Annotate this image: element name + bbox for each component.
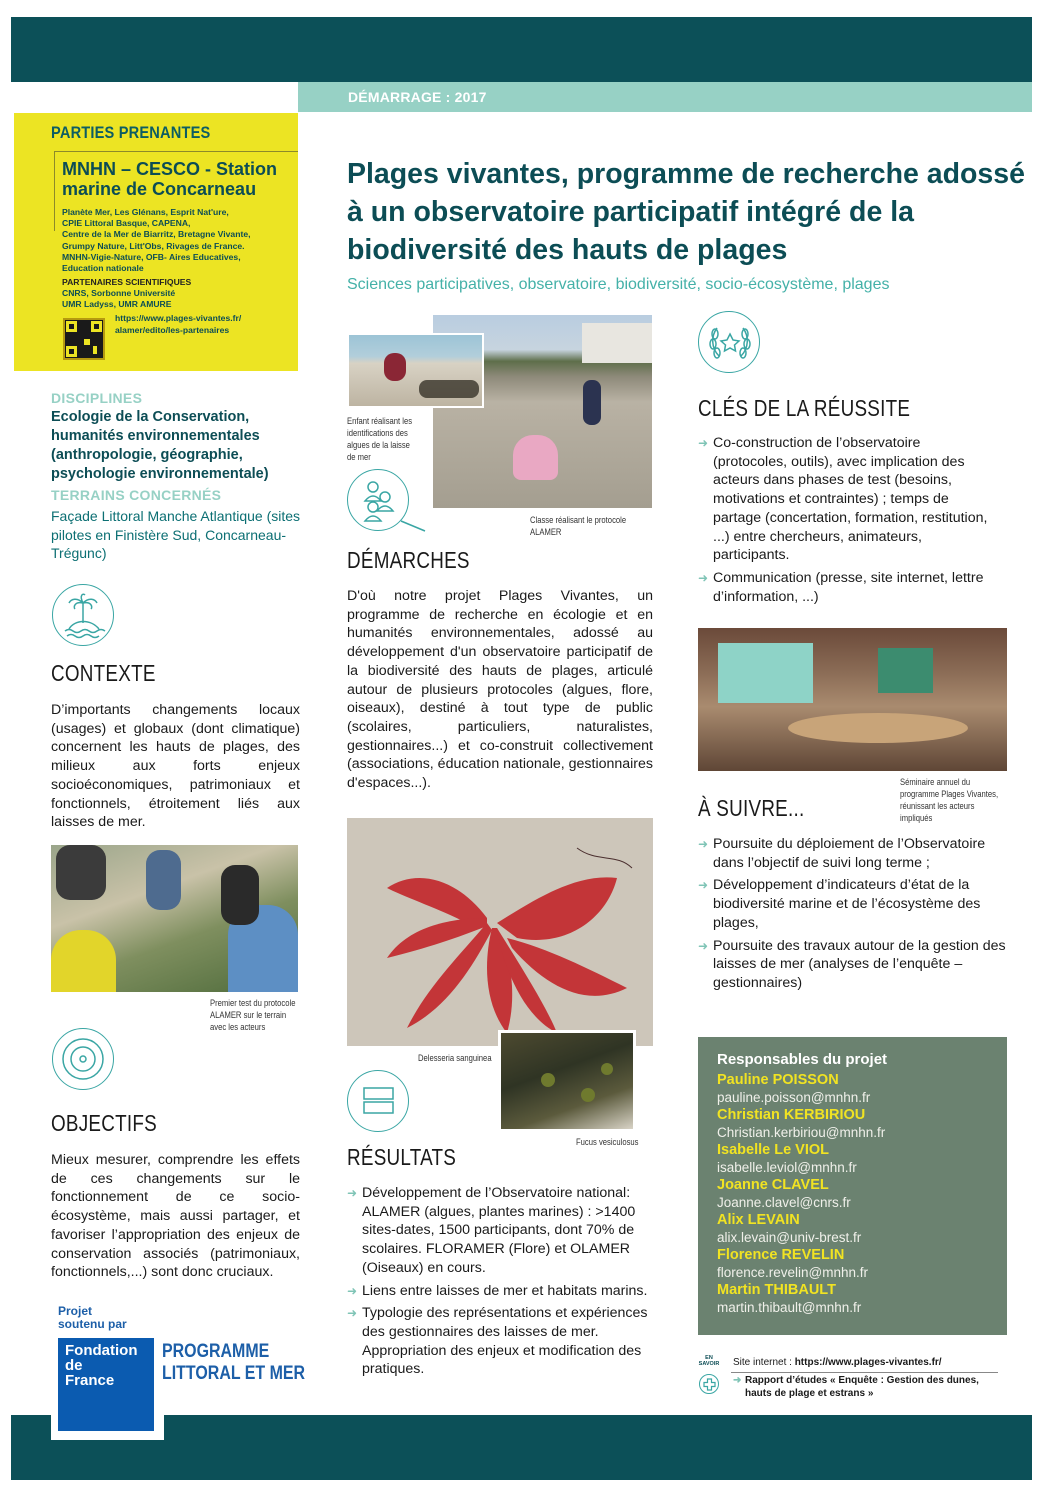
program-line: LITTORAL ET MER <box>162 1363 306 1384</box>
laurel-star-icon <box>698 311 760 373</box>
website-label: Site internet : <box>733 1357 795 1368</box>
cles-list <box>698 434 988 610</box>
seminar-caption: Séminaire annuel du programme Plages Vivantes, réunissant les acteurs impliqués <box>900 777 999 823</box>
contact-email[interactable]: alix.levain@univ-brest.fr <box>717 1230 862 1245</box>
contact-name: Pauline POISSON <box>717 1072 839 1088</box>
arrow-icon: ➜ <box>733 1375 742 1386</box>
arrow-icon: ➜ <box>347 1186 358 1200</box>
resultats-list <box>347 1184 659 1383</box>
stakeholders-heading: PARTIES PRENANTES <box>51 123 211 142</box>
website-link[interactable]: https://www.plages-vivantes.fr/ <box>794 1357 942 1368</box>
list-item <box>347 1184 659 1278</box>
sponsor-heading <box>58 1305 127 1331</box>
suivre-list <box>698 835 1010 997</box>
contact-item <box>717 1142 988 1176</box>
scientific-partner-line: CNRS, Sorbonne Université <box>62 288 176 298</box>
lead-organization: MNHN – CESCO - Station marine de Concarneau <box>62 159 278 199</box>
contexte-text: D’importants changements locaux (usages) et globaux (dont climatique) concernent les hauts de plages, des milieux aux forts enjeux socioéconomiques, patrimoniaux et fonctionnels, étroitement liés aux laisses de mer. <box>51 702 300 831</box>
partners-link[interactable] <box>115 313 241 336</box>
cles-title: CLÉS DE LA RÉUSSITE <box>698 395 911 421</box>
link-line[interactable]: https://www.plages-vivantes.fr/ <box>115 313 242 323</box>
seminar-photo <box>698 628 1007 771</box>
scientific-partners-list <box>62 288 298 310</box>
arrow-icon: ➜ <box>698 436 709 450</box>
list-item <box>698 434 988 565</box>
contact-email[interactable]: isabelle.leviol@mnhn.fr <box>717 1160 857 1175</box>
list-item <box>347 1282 659 1301</box>
start-date-band <box>298 82 1032 112</box>
keywords: Sciences participatives, observatoire, biodiversité, socio-écosystème, plages <box>347 276 890 293</box>
contact-item <box>717 1282 988 1316</box>
disciplines-text: Ecologie de la Conservation, humanités environnementales (anthropologie, géographie, psychologie environnementale) <box>51 409 269 482</box>
stacked-boxes-icon <box>347 1070 409 1132</box>
page-title: Plages vivantes, programme de recherche adossé à un observatoire participatif intégré de la biodiversité des hauts de plages <box>347 158 1025 266</box>
partner-line: Planète Mer, Les Glénans, Esprit Nat'ure, <box>62 207 229 217</box>
target-icon <box>52 1028 114 1090</box>
top-banner <box>11 17 1032 82</box>
divider <box>54 151 55 231</box>
scientific-partner-line: UMR Ladyss, UMR AMURE <box>62 299 172 309</box>
class-caption: Classe réalisant le protocole ALAMER <box>530 515 627 537</box>
delesseria-caption: Delesseria sanguinea <box>418 1053 492 1063</box>
learn-more-line: EN <box>705 1355 713 1361</box>
contact-item <box>717 1177 988 1211</box>
contact-email[interactable]: Joanne.clavel@cnrs.fr <box>717 1195 851 1210</box>
plus-icon <box>699 1374 719 1394</box>
divider <box>731 1372 998 1373</box>
partner-line: Education nationale <box>62 263 144 274</box>
arrow-icon: ➜ <box>698 570 709 585</box>
sponsor-heading-line: Projet <box>58 1304 93 1318</box>
logo-line: de <box>65 1357 83 1374</box>
fondation-de-france-logo <box>58 1338 154 1431</box>
bottom-banner <box>11 1415 1032 1480</box>
learn-more-line: SAVOIR <box>698 1361 720 1367</box>
responsables-box <box>698 1037 1007 1335</box>
arrow-icon: ➜ <box>347 1306 358 1321</box>
contact-name: Florence REVELIN <box>717 1247 845 1263</box>
report-link[interactable] <box>733 1375 993 1400</box>
contact-name: Christian KERBIRIOU <box>717 1107 866 1123</box>
contact-email[interactable]: pauline.poisson@mnhn.fr <box>717 1090 871 1105</box>
list-item-text: Développement d’indicateurs d’état de la biodiversité marine et de l’écosystème des plages, <box>713 877 981 931</box>
list-item-text: Liens entre laisses de mer et habitats marins. <box>362 1282 648 1299</box>
people-search-icon <box>347 469 409 531</box>
fucus-caption: Fucus vesiculosus <box>576 1137 639 1147</box>
contexte-title: CONTEXTE <box>51 660 156 686</box>
delesseria-photo <box>347 818 653 1046</box>
list-item-text: Co-construction de l’observatoire (protocoles, outils), avec implication des acteurs dans phases de test (besoins, motivations et contraintes) ; temps de partage (concertation, formation, restitution, ...) entre chercheurs, animateurs, participants. <box>713 435 988 564</box>
partner-line: Centre de la Mer de Biarritz, Bretagne Vivante, <box>62 229 251 240</box>
fucus-photo <box>498 1030 636 1132</box>
scientific-partners-heading: PARTENAIRES SCIENTIFIQUES <box>62 277 192 287</box>
divider <box>54 151 298 152</box>
contact-item <box>717 1247 988 1281</box>
list-item <box>698 937 1010 993</box>
child-caption: Enfant réalisant les identifications des algues de la laisse de mer <box>347 416 413 462</box>
list-item-text: Typologie des représentations et expériences des gestionnaires des laisses de mer. Appropriation des enjeux et modification des pratiques. <box>362 1305 648 1378</box>
contact-name: Alix LEVAIN <box>717 1212 800 1228</box>
contact-item <box>717 1212 988 1246</box>
arrow-icon: ➜ <box>347 1283 358 1298</box>
list-item <box>347 1304 659 1379</box>
contact-email[interactable]: Christian.kerbiriou@mnhn.fr <box>717 1125 886 1140</box>
program-name <box>162 1341 305 1385</box>
objectifs-title: OBJECTIFS <box>51 1110 157 1136</box>
contact-item <box>717 1072 988 1106</box>
link-line[interactable]: alamer/edito/les-partenaires <box>115 324 230 335</box>
list-item <box>698 569 988 606</box>
list-item-text: Poursuite du déploiement de l’Observatoire dans l’objectif de suivi long terme ; <box>713 836 986 871</box>
terrains-heading: TERRAINS CONCERNÉS <box>51 487 222 503</box>
report-text[interactable]: Rapport d’études « Enquête : Gestion des dunes, hauts de plage et estrans » <box>745 1375 979 1399</box>
logo-line: Fondation <box>65 1342 138 1359</box>
resultats-title: RÉSULTATS <box>347 1144 457 1170</box>
suivre-title: À SUIVRE... <box>698 795 805 821</box>
demarches-text: D'où notre projet Plages Vivantes, un programme de recherche en écologie et en humanités environnementales, adossé au développement d'un observatoire participatif de la biodiversité des hauts de plages, articulé autour de plusieurs protocoles (algues, flore, oiseaux), destiné à tout type de public (scolaires, particuliers, naturalistes, gestionnaires...) et co-construit collectivement (associations, éducation nationale, gestionnaires d'espaces...). <box>347 588 654 792</box>
disciplines-heading: DISCIPLINES <box>51 390 143 406</box>
logo-line: France <box>65 1372 115 1389</box>
partner-line: Grumpy Nature, Litt'Obs, Rivages de France. <box>62 240 245 251</box>
list-item <box>698 835 1010 872</box>
program-line: PROGRAMME <box>162 1341 270 1362</box>
qr-code-icon[interactable] <box>63 318 105 360</box>
contact-name: Martin THIBAULT <box>717 1282 836 1298</box>
list-item <box>698 876 1010 932</box>
partner-line: MNHN-Vigie-Nature, OFB- Aires Educatives, <box>62 251 241 262</box>
arrow-icon: ➜ <box>698 878 709 893</box>
arrow-icon: ➜ <box>698 938 709 953</box>
sponsor-heading-line: soutenu par <box>58 1317 127 1331</box>
contact-email[interactable]: martin.thibault@mnhn.fr <box>717 1300 862 1315</box>
website-line <box>733 1357 942 1368</box>
partner-line: CPIE Littoral Basque, CAPENA, <box>62 218 191 229</box>
field-test-photo <box>51 845 298 992</box>
arrow-icon: ➜ <box>698 837 709 851</box>
objectifs-text: Mieux mesurer, comprendre les effets de ces changements sur le fonctionnement de ce socio-écosystème, mais aussi partager, et favoriser l’appropriation des enjeux de conservation associés (patrimoniaux, fonctionnels,...) sont donc cruciaux. <box>51 1152 300 1281</box>
partners-list <box>62 207 298 274</box>
contact-name: Isabelle Le VIOL <box>717 1142 830 1158</box>
list-item-text: Développement de l’Observatoire national: ALAMER (algues, plantes marines) : >1400 sites-dates, 1500 participants, dont 70% de scolaires. FLORAMER (Flore) et OLAMER (Oiseaux) en cours. <box>362 1185 636 1276</box>
contact-email[interactable]: florence.revelin@mnhn.fr <box>717 1265 869 1280</box>
field-test-caption: Premier test du protocole ALAMER sur le terrain avec les acteurs <box>210 998 296 1032</box>
list-item-text: Poursuite des travaux autour de la gestion des laisses de mer (analyses de l’enquête – gestionnaires) <box>713 937 1006 991</box>
stakeholders-box <box>14 113 298 371</box>
list-item-text: Communication (presse, site internet, lettre d’information, ...) <box>713 569 984 605</box>
demarches-title: DÉMARCHES <box>347 547 470 573</box>
child-identification-photo <box>347 333 484 408</box>
island-palm-icon <box>52 584 114 646</box>
start-date-label: DÉMARRAGE : 2017 <box>348 89 487 105</box>
contact-name: Joanne CLAVEL <box>717 1177 829 1193</box>
learn-more-label <box>698 1355 720 1367</box>
responsables-heading: Responsables du projet <box>717 1051 888 1068</box>
contact-item <box>717 1107 988 1141</box>
terrains-text: Façade Littoral Manche Atlantique (sites pilotes en Finistère Sud, Concarneau-Trégunc) <box>51 508 301 561</box>
